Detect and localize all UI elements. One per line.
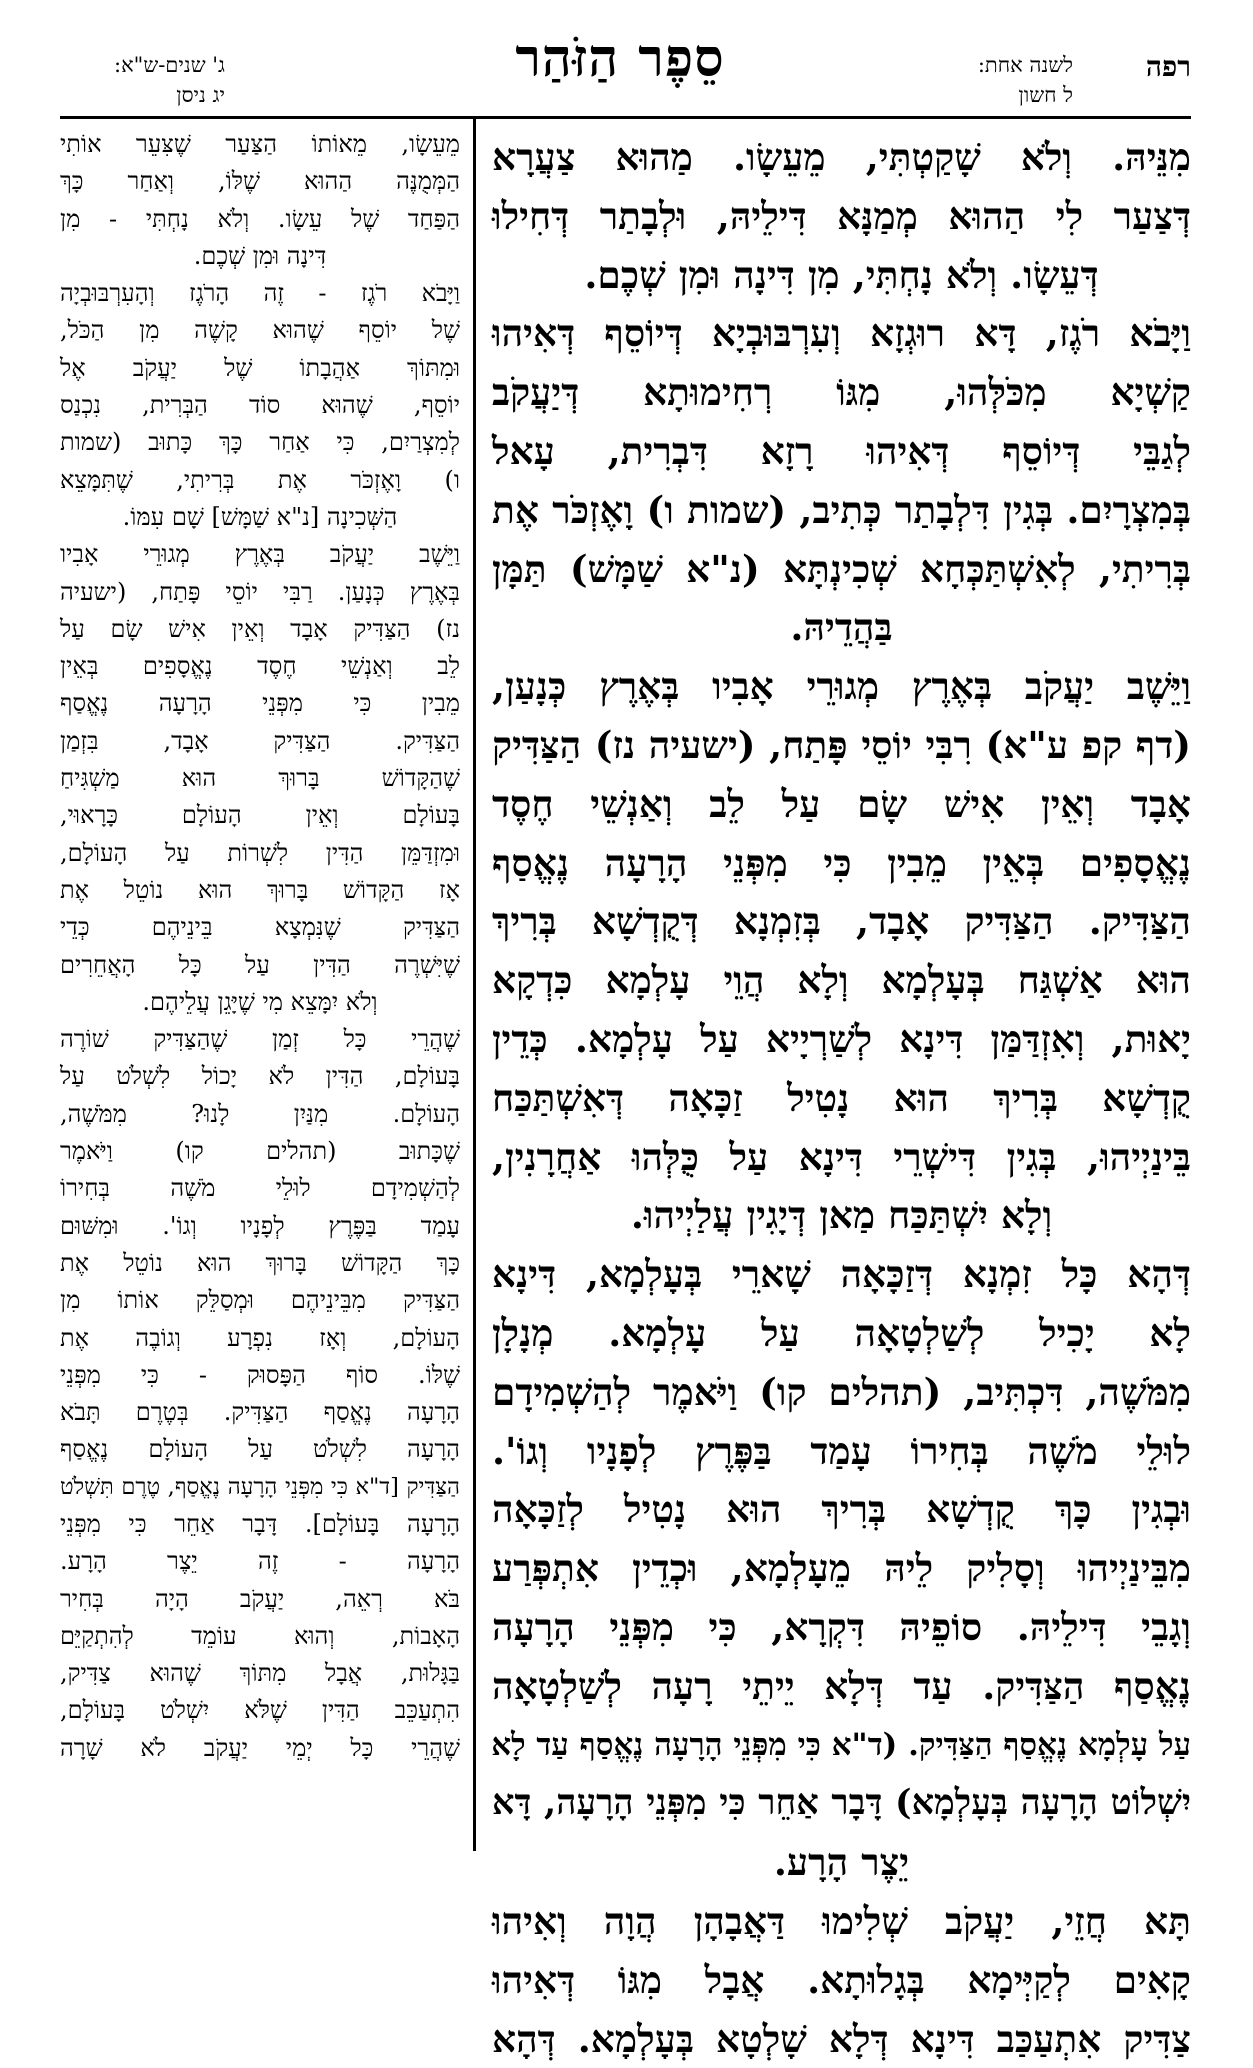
text-line: בֹּא רְאֵה, יַעֲקֹב הָיָה בְּחִיר	[60, 1581, 460, 1618]
text-line: יֵצֶר הָרָע.	[492, 1833, 1191, 1892]
one-year-schedule	[978, 50, 1073, 86]
text-line: בָּעוֹלָם וְאֵין הָעוֹלָם כָּרָאוּי,	[60, 797, 460, 834]
text-line: הוּא אַשְׁגַּח בְּעָלְמָא וְלָא הֲוֵי עָלְמָא כִּדְקָא	[492, 951, 1191, 1010]
text-line: יָאוּת, וְאִזְדַּמַּן דִּינָא לְשַׁרְיָיא עַל עָלְמָא. כְּדֵין	[492, 1010, 1191, 1069]
text-line: קָאִים לְקַיְּימָא בְּגָלוּתָא. אֲבָל מִגּוֹ דְּאִיהוּ	[492, 1951, 1191, 2010]
text-line: וְלָא יִשְׁתַּכַּח מַאן דְּיָגִין עֲלַיְיהוּ.	[492, 1186, 1191, 1245]
text-line: מִבֵּינַיְיהוּ וְסָלִיק לֵיהּ מֵעָלְמָא, וּכְדֵין אִתְפְּרַע	[492, 1539, 1191, 1598]
text-line: הָעוֹלָם, וְאָז נִפְרָע וְגוֹבֶה אֶת	[60, 1320, 460, 1357]
text-line: תָּא חֲזֵי, יַעֲקֹב שְׁלִימוּ דַּאֲבָהָן הֲוָה וְאִיהוּ	[492, 1892, 1191, 1951]
text-line: הַצַּדִּיק [ד"א כִּי מִפְּנֵי הָרָעָה נֶאֱסַף, טֶרֶם תִּשְׁלֹט	[60, 1469, 460, 1506]
text-line: דְּצַעַר לִי הַהוּא מְמַנָּא דִּילֵיהּ, וּלְבָתַר דְּחִילוּ	[492, 187, 1191, 246]
text-line: וְלֹא יִמָּצֵא מִי שֶׁיָּגֵן עֲלֵיהֶם.	[60, 984, 460, 1021]
text-line: שֶׁל יוֹסֵף שֶׁהוּא קָשֶׁה מִן הַכֹּל,	[60, 312, 460, 349]
text-line: נֶאֱסָפִים בְּאֵין מֵבִין כִּי מִפְּנֵי הָרָעָה נֶאֱסַף	[492, 834, 1191, 893]
text-line: ו) וָאֶזְכֹּר אֶת בְּרִיתִי, שֶׁתִּמָּצֵא	[60, 462, 460, 499]
text-line: אָז הַקָּדוֹשׁ בָּרוּךְ הוּא נוֹטֵל אֶת	[60, 872, 460, 909]
three-year-schedule-date: יג ניסן	[75, 80, 225, 110]
text-line: יוֹסֵף, שֶׁהוּא סוֹד הַבְּרִית, נִכְנַס	[60, 387, 460, 424]
text-line: לָא יָכִיל לְשַׁלְטָאָה עַל עָלְמָא. מְנָלָן	[492, 1304, 1191, 1363]
text-line: וְגָבֵי דִּילֵיהּ. סוֹפֵיהּ דִּקְרָא, כִּי מִפְּנֵי הָרָעָה	[492, 1598, 1191, 1657]
text-line: צַדִּיק אִתְעַכַּב דִּינָא דְּלָא שָׁלְטָא בְּעָלְמָא. דְּהָא	[492, 2010, 1191, 2068]
text-line: לְמִצְרַיִם, כִּי אַחַר כָּךְ כָּתוּב (שמות	[60, 424, 460, 461]
text-line: הַפַּחַד שֶׁל עֵשָׂו. וְלֹא נָחְתִּי - מִן	[60, 201, 460, 238]
text-line: וּמִזְדַּמֵּן הַדִּין לִשְׁרוֹת עַל הָעוֹלָם,	[60, 835, 460, 872]
text-line: שֶׁלּוֹ. סוֹף הַפָּסוּק - כִּי מִפְּנֵי	[60, 1357, 460, 1394]
text-line: בַּגָּלוּת, אֲבָל מִתּוֹךְ שֶׁהוּא צַדִּיק,	[60, 1655, 460, 1692]
one-year-schedule-label: לשנה אחת:	[978, 50, 1073, 80]
text-line: עַל עָלְמָא נֶאֱסַף הַצַּדִּיק. (ד"א כִּי מִפְּנֵי הָרָעָה נֶאֱסַף עַד לָא	[492, 1716, 1191, 1775]
text-line: מֵבִין כִּי מִפְּנֵי הָרָעָה נֶאֱסַף	[60, 685, 460, 722]
text-line: הָרָעָה - זֶה יֵצֶר הָרָע.	[60, 1543, 460, 1580]
text-line: יִשְׁלוֹט הָרָעָה בְּעָלְמָא) דָּבָר אַחֵר כִּי מִפְּנֵי הָרָעָה, דָּא	[492, 1774, 1191, 1833]
text-line: בָּעוֹלָם, הַדִּין לֹא יָכוֹל לִשְׁלֹט עַל	[60, 1058, 460, 1095]
page-folio: רפה	[1146, 50, 1191, 86]
text-line: הַצַּדִּיק. הַצַּדִּיק אָבָד, בִּזְמַן	[60, 723, 460, 760]
text-line: הָעוֹלָם. מִנַּיִן לָנוּ? מִמֹּשֶׁה,	[60, 1096, 460, 1133]
text-line: שֶׁהַקָּדוֹשׁ בָּרוּךְ הוּא מַשְׁגִּיחַ	[60, 760, 460, 797]
text-line: בְּאֶרֶץ כְּנָעַן. רַבִּי יוֹסֵי פָּתַח, (ישעיה	[60, 574, 460, 611]
text-line: הָאָבוֹת, וְהוּא עוֹמֵד לְהִתְקַיֵּם	[60, 1618, 460, 1655]
one-year-schedule-date: ל חשון	[978, 80, 1073, 110]
text-line: לְהַשְׁמִידָם לוּלֵי מֹשֶׁה בְּחִירוֹ	[60, 1170, 460, 1207]
text-line: קֻדְשָׁא בְּרִיךְ הוּא נָטִיל זַכָּאָה דְּאִשְׁתַּכַּח	[492, 1069, 1191, 1128]
text-line: שֶׁהֲרֵי כָּל זְמַן שֶׁהַצַּדִּיק שׁוֹרֶה	[60, 1021, 460, 1058]
text-line: מִנֵּיהּ. וְלֹא שָׁקַטְתִּי, מֵעֵשָׂו. מַהוּא צַעֲרָא	[492, 128, 1191, 187]
three-year-schedule-label: ג' שנים-ש"א:	[75, 50, 225, 80]
text-line: וּבְגִין כָּךְ קֻדְשָׁא בְּרִיךְ הוּא נָטִיל לְזַכָּאָה	[492, 1480, 1191, 1539]
text-line: וַיָּבֹא רֹגֶז, דָּא רוּגְזָא וְעִרְבּוּבְיָא דְּיוֹסֵף דְּאִיהוּ	[492, 304, 1191, 363]
header-rule	[60, 116, 1191, 119]
three-year-schedule	[75, 50, 225, 86]
text-line: הָרָעָה נֶאֱסַף הַצַּדִּיק. בְּטֶרֶם תָּבֹא	[60, 1394, 460, 1431]
text-line: וַיָּבֹא רֹגֶז - זֶה הָרֹגֶז וְהָעִרְבּוּבְיָה	[60, 275, 460, 312]
text-line: הַמְּמֻנֶּה הַהוּא שֶׁלּוֹ, וְאַחַר כָּךְ	[60, 163, 460, 200]
text-line: וּמִתּוֹךְ אַהֲבָתוֹ שֶׁל יַעֲקֹב אֶל	[60, 350, 460, 387]
text-line: לְגַבֵּי דְּיוֹסֵף דְּאִיהוּ רָזָא דִּבְרִית, עָאל	[492, 422, 1191, 481]
text-line: וַיֵּשֶׁב יַעֲקֹב בְּאֶרֶץ מְגוּרֵי אָבִיו בְּאֶרֶץ כְּנָעַן,	[492, 657, 1191, 716]
text-line: הַשְּׁכִינָה [נ"א שַׁמָּשׁ] שָׁם עִמּוֹ.	[60, 499, 460, 536]
text-line: מִמֹּשֶׁה, דִּכְתִּיב, (תהלים קו) וַיֹּאמֶר לְהַשְׁמִידָם	[492, 1363, 1191, 1422]
text-line: נֶאֱסַף הַצַּדִּיק. עַד דְּלָא יֵיתֵי רָעָה לְשַׁלְטָאָה	[492, 1657, 1191, 1716]
text-line: בְּרִיתִי, לְאִשְׁתַּכְּחָא שְׁכִינְתָּא (נ"א שַׁמָּשׁ) תַּמָּן	[492, 540, 1191, 599]
text-line: הִתְעַכֵּב הַדִּין שֶׁלֹּא יִשְׁלֹט בָּעוֹלָם,	[60, 1692, 460, 1729]
text-line: דְּעֵשָׂו. וְלֹא נָחְתִּי, מִן דִּינָה וּמִן שְׁכֶם.	[492, 246, 1191, 305]
text-line: לֵב וְאַנְשֵׁי חֶסֶד נֶאֱסָפִים בְּאֵין	[60, 648, 460, 685]
text-line: עָמַד בַּפֶּרֶץ לְפָנָיו וְגוֹ'. וּמִשּׁוּם	[60, 1208, 460, 1245]
text-line: דִּינָה וּמִן שְׁכֶם.	[60, 238, 460, 275]
text-line: קַשְׁיָא מִכֹּלְּהוּ, מִגּוֹ רְחִימוּתָא דְּיַעֲקֹב	[492, 363, 1191, 422]
text-line: מֵעֵשָׂו, מֵאוֹתוֹ הַצַּעַר שֶׁצִּעֵר אוֹתִי	[60, 126, 460, 163]
text-line: שֶׁכָּתוּב (תהלים קו) וַיֹּאמֶר	[60, 1133, 460, 1170]
text-line: בְּמִצְרָיִם. בְּגִין דִּלְבָתַר כְּתִיב, (שמות ו) וָאֶזְכֹּר אֶת	[492, 481, 1191, 540]
text-line: בֵּינַיְיהוּ, בְּגִין דִּישְׁרֵי דִּינָא עַל כֻּלְּהוּ אַחֲרָנִין,	[492, 1128, 1191, 1187]
main-aramaic-column	[492, 128, 1191, 1848]
book-title: סֵפֶר הַזֹּהַר	[470, 28, 770, 64]
text-line: דְּהָא כָּל זִמְנָא דְּזַכָּאָה שָׁארֵי בְּעָלְמָא, דִּינָא	[492, 1245, 1191, 1304]
text-line: הָרָעָה בָּעוֹלָם]. דָּבָר אַחֵר כִּי מִפְּנֵי	[60, 1506, 460, 1543]
column-divider	[473, 116, 476, 1851]
text-line: (דף קפ ע"א) רִבִּי יוֹסֵי פָּתַח, (ישעיה נז) הַצַּדִּיק	[492, 716, 1191, 775]
text-line: הָרָעָה לִשְׁלֹט עַל הָעוֹלָם נֶאֱסַף	[60, 1431, 460, 1468]
text-line: הַצַּדִּיק שֶׁנִּמְצָא בֵּינֵיהֶם כְּדֵי	[60, 909, 460, 946]
text-line: שֶׁיִּשְׁרֶה הַדִּין עַל כָּל הָאֲחֵרִים	[60, 947, 460, 984]
text-line: שֶׁהֲרֵי כָּל יְמֵי יַעֲקֹב לֹא שָׁרָה	[60, 1730, 460, 1767]
text-line: אָבָד וְאֵין אִישׁ שָׂם עַל לֵב וְאַנְשֵׁי חֶסֶד	[492, 775, 1191, 834]
text-line: וַיֵּשֶׁב יַעֲקֹב בְּאֶרֶץ מְגוּרֵי אָבִיו	[60, 536, 460, 573]
text-line: בַּהֲדֵיהּ.	[492, 598, 1191, 657]
text-line: הַצַּדִּיק מִבֵּינֵיהֶם וּמְסַלֵּק אוֹתוֹ מִן	[60, 1282, 460, 1319]
hebrew-translation-column	[60, 126, 460, 1848]
text-line: נז) הַצַּדִּיק אָבָד וְאֵין אִישׁ שָׂם עַל	[60, 611, 460, 648]
text-line: כָּךְ הַקָּדוֹשׁ בָּרוּךְ הוּא נוֹטֵל אֶת	[60, 1245, 460, 1282]
text-line: לוּלֵי מֹשֶׁה בְּחִירוֹ עָמַד בַּפֶּרֶץ לְפָנָיו וְגוֹ'.	[492, 1422, 1191, 1481]
text-line: הַצַּדִּיק. הַצַּדִּיק אָבָד, בְּזִמְנָא דְּקֻדְשָׁא בְּרִיךְ	[492, 892, 1191, 951]
